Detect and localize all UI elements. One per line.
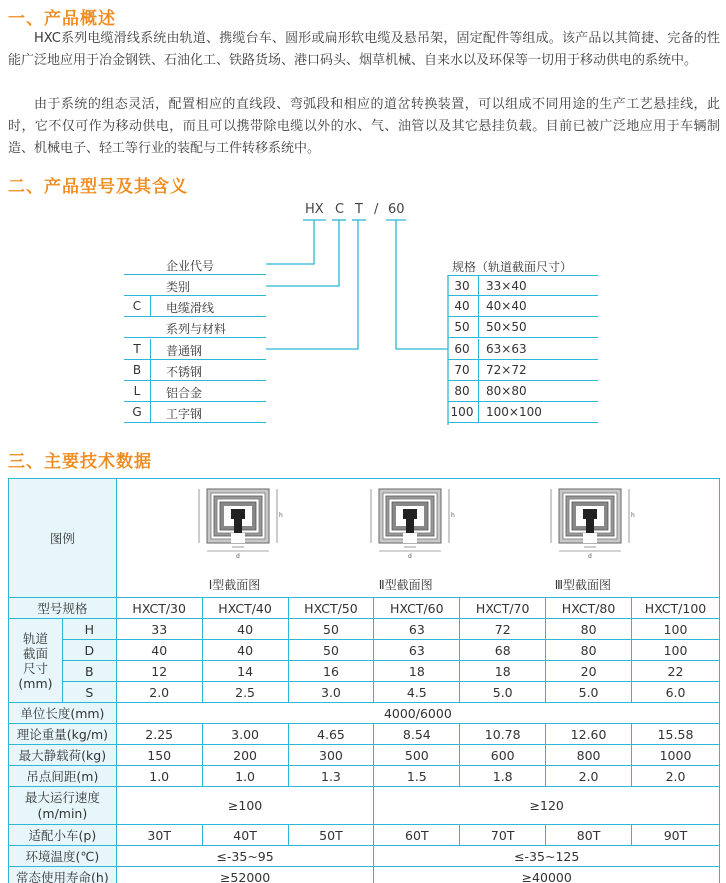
dim-cell: 40 [202, 619, 288, 640]
dim-cell: 14 [202, 661, 288, 682]
spec-row: 50 50×50 [448, 317, 598, 338]
spacing-cell: 2.0 [546, 766, 632, 787]
temp-right: ≤-35~125 [374, 846, 720, 867]
life-label: 常态使用寿命(h) [9, 867, 117, 883]
spacing-cell: 1.5 [374, 766, 460, 787]
speed-label: 最大运行速度 (m/min) [9, 787, 117, 825]
unit-length-label: 单位长度(mm) [9, 703, 117, 724]
spec-row: 30 33×40 [448, 275, 598, 296]
model-connector-lines [0, 0, 726, 440]
dim-cell: 2.0 [116, 682, 202, 703]
model-row-stainless: B 不锈钢 [124, 360, 266, 381]
trolley-cell: 90T [632, 825, 720, 846]
dim-cell: 22 [632, 661, 720, 682]
spacing-cell: 1.8 [460, 766, 546, 787]
cross-section-diagrams: h d [117, 479, 721, 597]
dim-cell: 50 [288, 640, 374, 661]
dim-cell: 40 [116, 640, 202, 661]
weight-label: 理论重量(kg/m) [9, 724, 117, 745]
dim-key: B [62, 661, 116, 682]
life-row [9, 867, 720, 883]
model-row-cable-rail: C 电缆滑线 [124, 296, 266, 317]
dim-cell: 16 [288, 661, 374, 682]
model-row-company: 企业代号 [124, 254, 266, 275]
trolley-cell: 30T [116, 825, 202, 846]
trolley-row [9, 825, 720, 846]
figure-caption-type3: Ⅲ型截面图 [554, 578, 612, 592]
dim-cell: 100 [632, 619, 720, 640]
load-cell: 200 [202, 745, 288, 766]
dim-row-h [9, 619, 720, 640]
dim-row-d [9, 640, 720, 661]
dim-cell: 50 [288, 619, 374, 640]
model-cell: HXCT/30 [116, 598, 202, 619]
weight-cell: 4.65 [288, 724, 374, 745]
dim-cell: 68 [460, 640, 546, 661]
cross-section-figures [116, 479, 719, 598]
intro-paragraph-1: HXC系列电缆滑线系统由轨道、携缆台车、圆形或扁形软电缆及悬吊架，固定配件等组成。该产品以其简捷、完备的性能广泛地应用于冶金钢铁、石油化工、铁路货场、港口码头、烟草机械、自来水以及环保等一切用于移动供电的系统中。 [8, 31, 720, 68]
model-cell: HXCT/80 [546, 598, 632, 619]
temp-row [9, 846, 720, 867]
dim-cell: 63 [374, 619, 460, 640]
model-cell: HXCT/40 [202, 598, 288, 619]
section-title-tech-data: 三、主要技术数据 [8, 452, 152, 472]
dim-cell: 18 [374, 661, 460, 682]
intro-paragraph-2: 由于系统的组态灵活，配置相应的直线段、弯弧段和相应的道岔转换装置，可以组成不同用途的生产工艺悬挂线，此时，它不仅可作为移动供电，而且可以携带除电缆以外的水、气、油管以及其它悬挂负载。目前已被广泛地应用于车辆制造、机械电子、轻工等行业的装配与工件转移系统中。 [8, 97, 720, 156]
load-cell: 1000 [632, 745, 720, 766]
model-row [9, 598, 720, 619]
weight-cell: 8.54 [374, 724, 460, 745]
dim-cell: 72 [460, 619, 546, 640]
code-slash: / [374, 202, 379, 217]
dim-cell: 100 [632, 640, 720, 661]
model-cell: HXCT/100 [632, 598, 720, 619]
trolley-cell: 60T [374, 825, 460, 846]
load-cell: 500 [374, 745, 460, 766]
trolley-label: 适配小车(p) [9, 825, 117, 846]
model-cell: HXCT/60 [374, 598, 460, 619]
model-cell: HXCT/70 [460, 598, 546, 619]
dim-cell: 6.0 [632, 682, 720, 703]
code-c: C [335, 202, 345, 217]
dim-cell: 3.0 [288, 682, 374, 703]
load-cell: 800 [546, 745, 632, 766]
spacing-row [9, 766, 720, 787]
spec-row: 70 72×72 [448, 360, 598, 381]
dim-cell: 5.0 [546, 682, 632, 703]
dim-cell: 33 [116, 619, 202, 640]
model-row-aluminum: L 铝合金 [124, 381, 266, 402]
life-left: ≥52000 [116, 867, 374, 883]
temp-label: 环境温度(℃) [9, 846, 117, 867]
dim-cell: 20 [546, 661, 632, 682]
dim-key: S [62, 682, 116, 703]
weight-row [9, 724, 720, 745]
model-row-plain-steel: T 普通钢 [124, 339, 266, 360]
weight-cell: 12.60 [546, 724, 632, 745]
section-title-overview: 一、产品概述 [8, 9, 116, 29]
spacing-cell: 2.0 [632, 766, 720, 787]
figure-row [9, 479, 720, 598]
trolley-cell: 80T [546, 825, 632, 846]
section-title-model: 二、产品型号及其含义 [8, 177, 188, 197]
speed-left: ≥100 [116, 787, 374, 825]
dim-cell: 40 [202, 640, 288, 661]
weight-cell: 10.78 [460, 724, 546, 745]
spec-table-header: 规格（轨道截面尺寸） [452, 260, 573, 274]
spacing-label: 吊点间距(m) [9, 766, 117, 787]
weight-cell: 15.58 [632, 724, 720, 745]
spec-row: 60 63×63 [448, 339, 598, 360]
dim-cell: 18 [460, 661, 546, 682]
model-row-series-material: 系列与材料 [124, 317, 266, 338]
dim-label: 轨道 截面 尺寸 (mm) [9, 619, 63, 703]
dim-key: D [62, 640, 116, 661]
model-label: 型号规格 [9, 598, 117, 619]
dim-cell: 4.5 [374, 682, 460, 703]
code-number: 60 [388, 202, 405, 217]
load-cell: 150 [116, 745, 202, 766]
spec-row: 80 80×80 [448, 381, 598, 402]
tech-data-table [8, 478, 720, 883]
unit-length-row [9, 703, 720, 724]
dim-row-s [9, 682, 720, 703]
dim-key: H [62, 619, 116, 640]
load-cell: 300 [288, 745, 374, 766]
trolley-cell: 70T [460, 825, 546, 846]
life-right: ≥40000 [374, 867, 720, 883]
temp-left: ≤-35~95 [116, 846, 374, 867]
dim-cell: 2.5 [202, 682, 288, 703]
figure-label: 图例 [9, 479, 117, 598]
dim-cell: 80 [546, 640, 632, 661]
figure-caption-type2: Ⅱ型截面图 [378, 578, 433, 592]
code-hx: HX [305, 202, 324, 217]
load-row [9, 745, 720, 766]
trolley-cell: 40T [202, 825, 288, 846]
speed-right: ≥120 [374, 787, 720, 825]
dim-cell: 12 [116, 661, 202, 682]
model-row-category: 类别 [124, 275, 266, 296]
spacing-cell: 1.0 [116, 766, 202, 787]
model-row-i-beam: G 工字钢 [124, 402, 266, 423]
weight-cell: 2.25 [116, 724, 202, 745]
spacing-cell: 1.3 [288, 766, 374, 787]
figure-caption-type1: Ⅰ型截面图 [208, 578, 261, 592]
spec-row: 100 100×100 [448, 402, 598, 423]
speed-row [9, 787, 720, 825]
unit-length-value: 4000/6000 [116, 703, 719, 724]
weight-cell: 3.00 [202, 724, 288, 745]
load-label: 最大静载荷(kg) [9, 745, 117, 766]
dim-row-b [9, 661, 720, 682]
trolley-cell: 50T [288, 825, 374, 846]
spacing-cell: 1.0 [202, 766, 288, 787]
code-t: T [355, 202, 363, 217]
dim-cell: 63 [374, 640, 460, 661]
dim-cell: 5.0 [460, 682, 546, 703]
spec-row: 40 40×40 [448, 296, 598, 317]
model-cell: HXCT/50 [288, 598, 374, 619]
load-cell: 600 [460, 745, 546, 766]
dim-cell: 80 [546, 619, 632, 640]
